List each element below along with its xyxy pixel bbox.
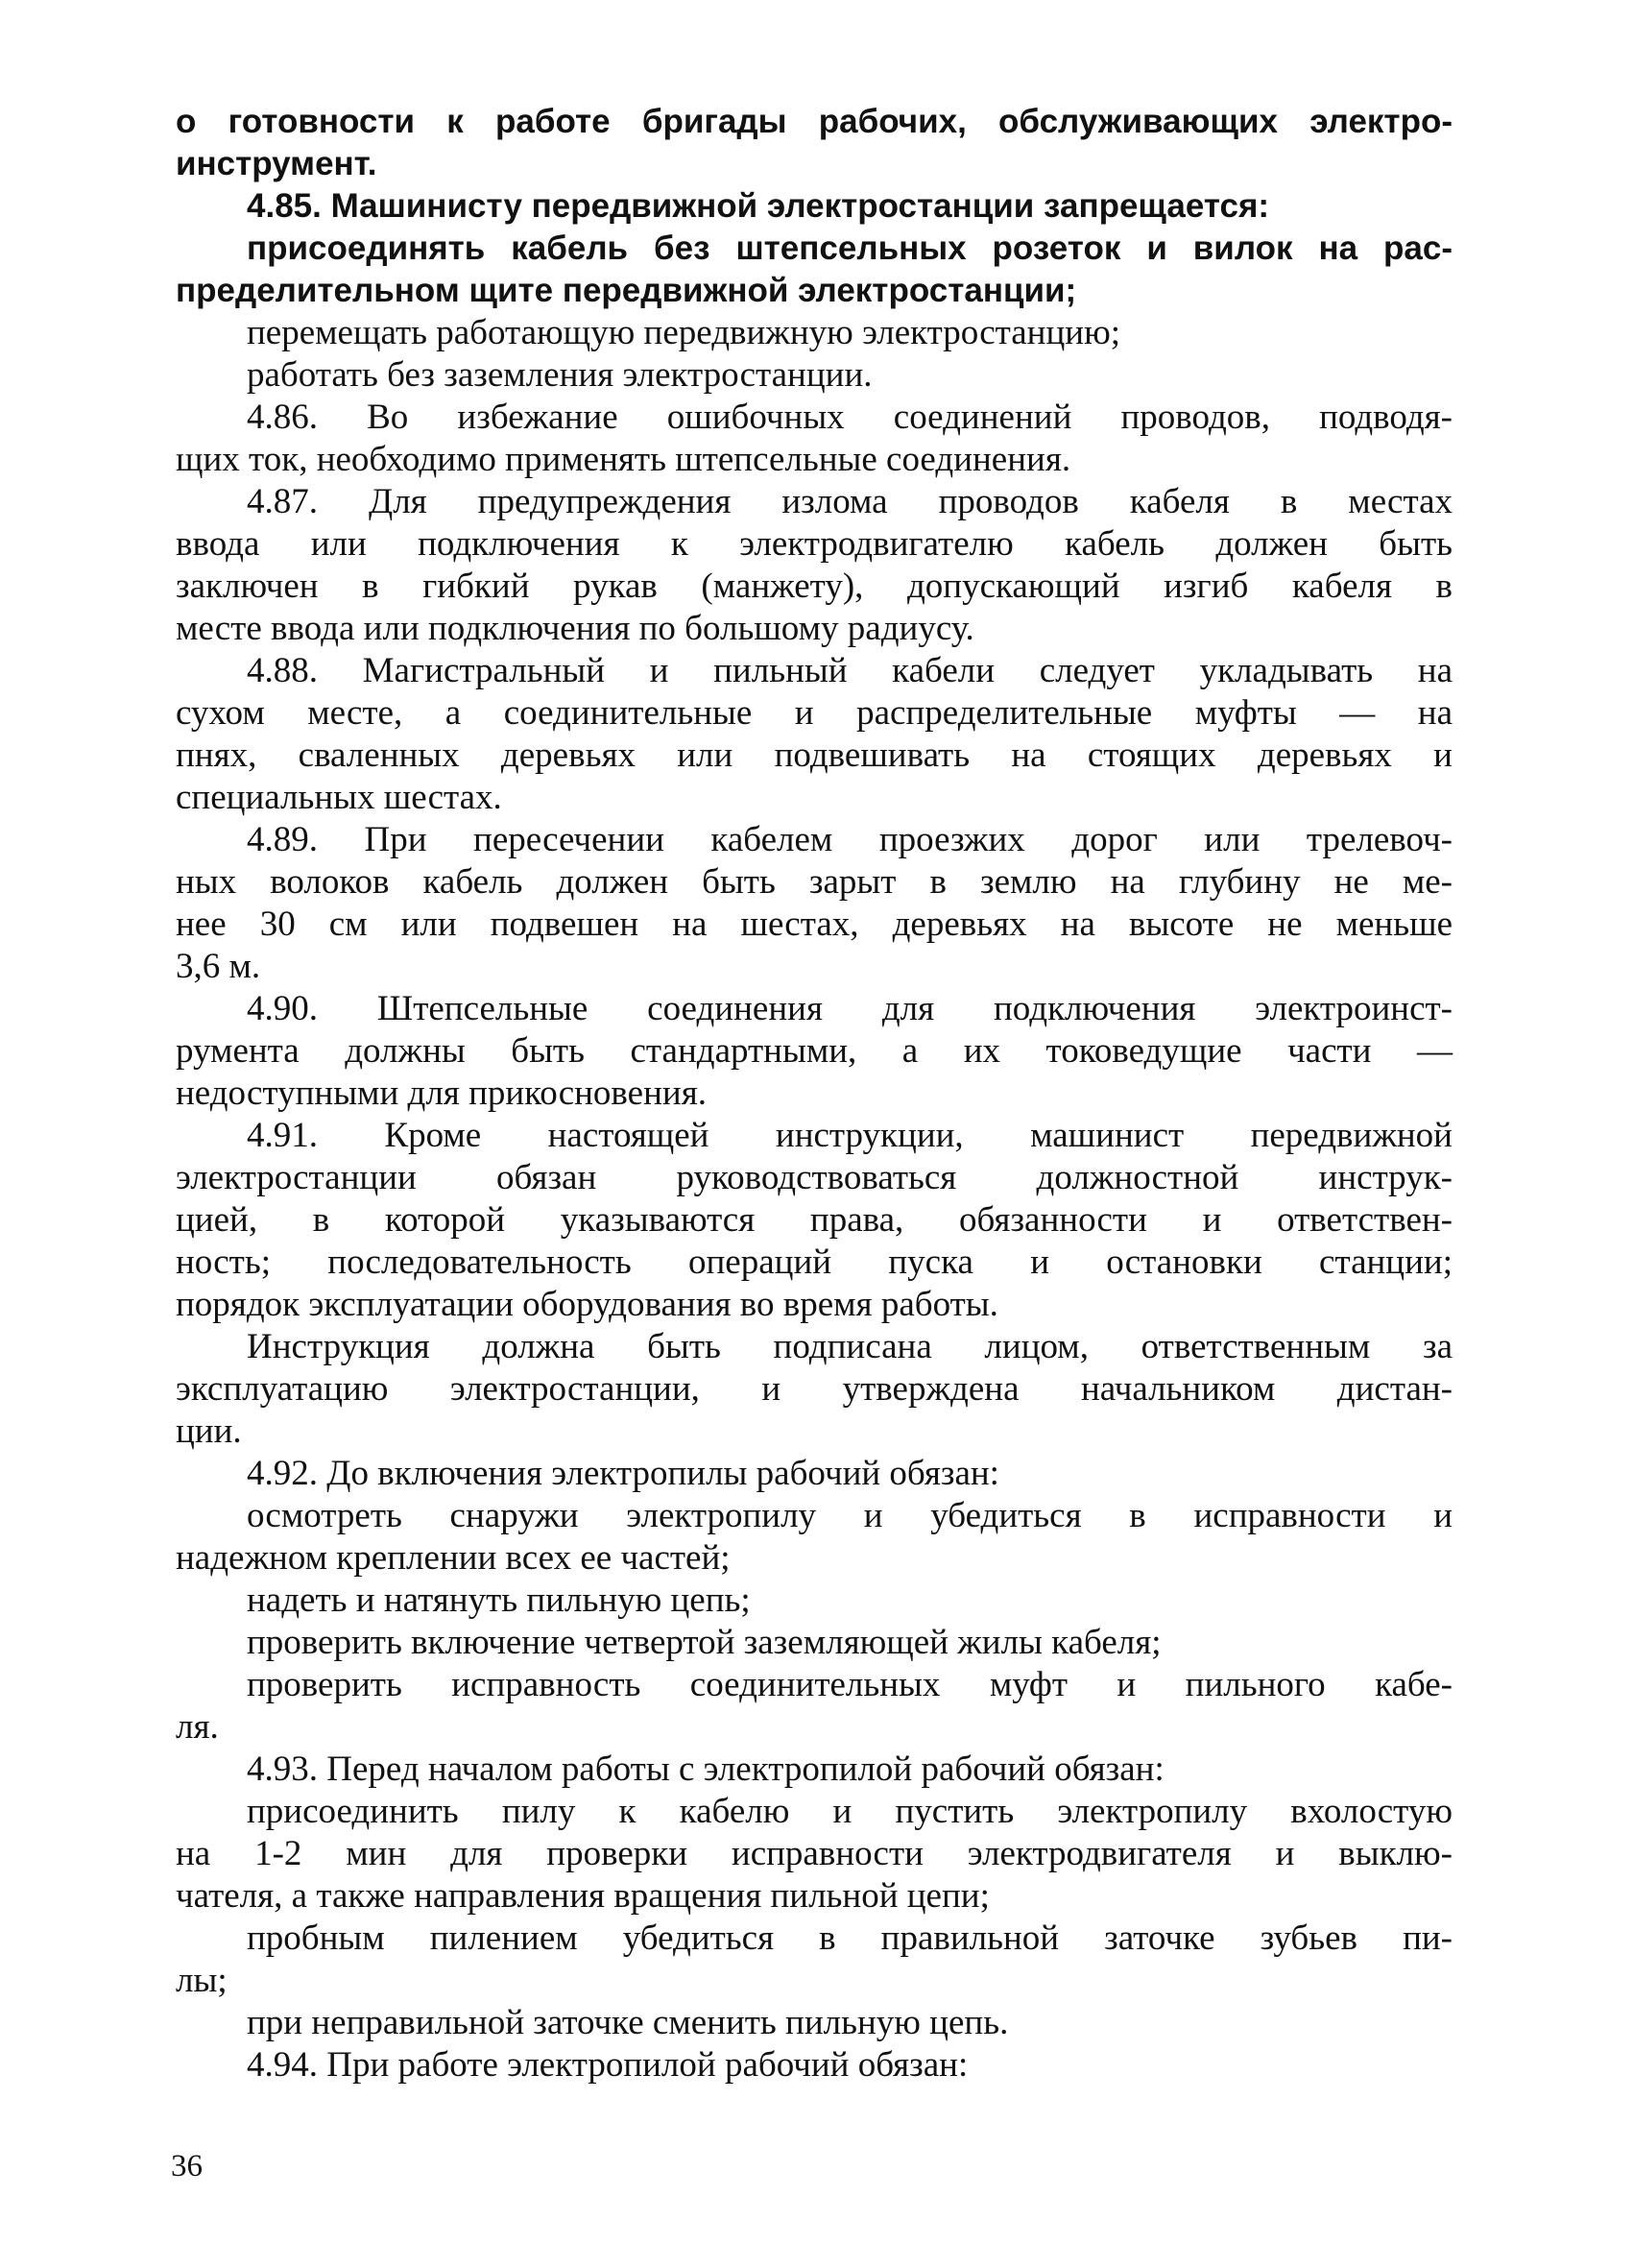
text-line: щих ток, необходимо применять штепсельные соединения.: [176, 440, 1071, 479]
text-line: 4.89. При пересечении кабелем проезжих дорог или трелевоч-: [247, 820, 1453, 859]
text-line: заключен в гибкий рукав (манжету), допускающий изгиб кабеля в: [176, 567, 1453, 606]
text-line: ции.: [176, 1411, 242, 1451]
text-line: цией, в которой указываются права, обязанности и ответствен-: [176, 1200, 1453, 1240]
text-line: Инструкция должна быть подписана лицом, ответственным за: [247, 1327, 1453, 1366]
text-line: 4.90. Штепсельные соединения для подключения электроинст-: [247, 989, 1453, 1028]
text-line: 4.86. Во избежание ошибочных соединений проводов, подводя-: [247, 398, 1453, 437]
text-line: инструмент.: [176, 145, 377, 182]
text-line: на 1-2 мин для проверки исправности электродвигателя и выклю-: [176, 1834, 1453, 1873]
text-line: 4.85. Машинисту передвижной электростанции запрещается:: [247, 187, 1270, 225]
text-line: лы;: [176, 1961, 228, 2000]
text-line: работать без заземления электростанции.: [247, 355, 873, 395]
text-line: месте ввода или подключения по большому радиусу.: [176, 609, 974, 648]
text-line: недоступными для прикосновения.: [176, 1074, 707, 1113]
text-line: осмотреть снаружи электропилу и убедиться в исправности и: [247, 1496, 1453, 1535]
page-number: 36: [171, 2149, 203, 2184]
text-line: румента должны быть стандартными, а их токоведущие части —: [176, 1031, 1453, 1071]
text-line: ных волоков кабель должен быть зарыт в землю на глубину не ме-: [176, 862, 1453, 902]
text-line: специальных шестах.: [176, 778, 502, 817]
text-line: сухом месте, а соединительные и распределительные муфты — на: [176, 693, 1453, 733]
text-line: пробным пилением убедиться в правильной заточке зубьев пи-: [247, 1918, 1453, 1958]
text-line: 4.94. При работе электропилой рабочий обязан:: [247, 2045, 969, 2085]
body-text: [176, 101, 1453, 2087]
text-line: надежном креплении всех ее частей;: [176, 1538, 731, 1578]
text-line: при неправильной заточке сменить пильную цепь.: [247, 2003, 1009, 2042]
text-line: чателя, а также направления вращения пильной цепи;: [176, 1876, 990, 1916]
text-line: ля.: [176, 1707, 219, 1747]
text-line: проверить исправность соединительных муфт и пильного кабе-: [247, 1665, 1453, 1704]
text-line: 4.87. Для предупреждения излома проводов кабеля в местах: [247, 482, 1453, 521]
text-line: проверить включение четвертой заземляющей жилы кабеля;: [247, 1623, 1162, 1662]
text-line: присоединять кабель без штепсельных розеток и вилок на рас-: [247, 229, 1453, 267]
text-line: 3,6 м.: [176, 947, 261, 986]
text-line: порядок эксплуатации оборудования во время работы.: [176, 1285, 998, 1324]
text-line: пнях, сваленных деревьях или подвешивать на стоящих деревьях и: [176, 736, 1453, 775]
text-line: 4.88. Магистральный и пильный кабели следует укладывать на: [247, 651, 1453, 690]
text-line: нее 30 см или подвешен на шестах, деревьях на высоте не меньше: [176, 905, 1453, 944]
text-line: 4.92. До включения электропилы рабочий обязан:: [247, 1454, 999, 1493]
text-line: электростанции обязан руководствоваться должностной инструк-: [176, 1158, 1453, 1197]
text-line: 4.91. Кроме настоящей инструкции, машинист передвижной: [247, 1116, 1453, 1155]
text-line: ность; последовательность операций пуска и остановки станции;: [176, 1243, 1453, 1282]
text-line: пределительном щите передвижной электростанции;: [176, 272, 1077, 309]
text-line: ввода или подключения к электродвигателю кабель должен быть: [176, 524, 1453, 564]
text-line: о готовности к работе бригады рабочих, обслуживающих электро-: [176, 103, 1453, 140]
text-line: надеть и натянуть пильную цепь;: [247, 1580, 751, 1620]
text-line: перемещать работающую передвижную электростанцию;: [247, 313, 1120, 352]
text-line: присоединить пилу к кабелю и пустить электропилу вхолостую: [247, 1792, 1453, 1831]
text-line: эксплуатацию электростанции, и утверждена начальником дистан-: [176, 1369, 1453, 1409]
text-line: 4.93. Перед началом работы с электропилой рабочий обязан:: [247, 1749, 1165, 1789]
